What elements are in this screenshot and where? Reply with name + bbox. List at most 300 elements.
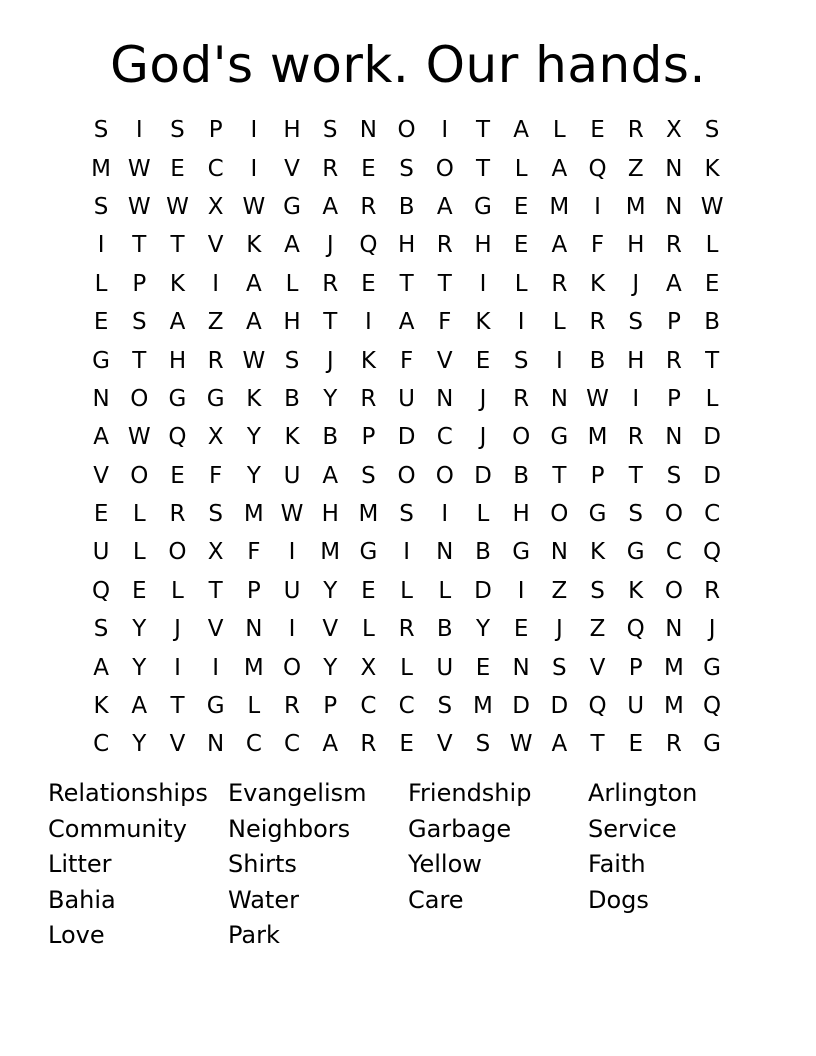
grid-letter[interactable]: T [170, 693, 185, 720]
grid-letter[interactable]: M [473, 693, 493, 720]
grid-letter[interactable]: N [665, 616, 683, 643]
grid-letter[interactable]: T [399, 270, 414, 297]
grid-letter[interactable]: I [517, 577, 525, 604]
grid-letter[interactable]: I [97, 232, 105, 259]
grid-letter[interactable]: S [322, 117, 338, 144]
grid-letter[interactable]: K [360, 347, 376, 374]
grid-letter[interactable]: H [168, 347, 187, 374]
grid-letter[interactable]: O [664, 577, 683, 604]
grid-letter[interactable]: C [207, 155, 224, 182]
grid-letter[interactable]: X [207, 193, 224, 220]
grid-letter[interactable]: N [207, 731, 225, 758]
grid-letter[interactable]: A [666, 270, 682, 297]
grid-letter[interactable]: V [322, 616, 339, 643]
grid-row [82, 226, 732, 264]
grid-letter[interactable]: Y [132, 731, 147, 758]
grid-letter[interactable]: H [283, 117, 301, 144]
grid-letter[interactable]: T [132, 347, 147, 374]
grid-letter[interactable]: G [703, 654, 721, 681]
grid-letter[interactable]: M [358, 501, 379, 528]
grid-letter[interactable]: S [666, 462, 682, 489]
grid-letter[interactable]: N [512, 654, 530, 681]
grid-letter[interactable]: J [555, 616, 563, 643]
grid-letter[interactable]: P [246, 577, 261, 604]
grid-letter[interactable]: M [587, 424, 608, 451]
grid-letter[interactable]: S [284, 347, 300, 374]
grid-letter[interactable]: N [359, 117, 378, 144]
grid-letter[interactable]: E [399, 731, 414, 758]
grid-letter[interactable]: R [627, 424, 644, 451]
grid-letter[interactable]: M [320, 539, 341, 566]
grid-letter[interactable]: V [93, 462, 109, 489]
grid-letter[interactable]: O [397, 462, 416, 489]
grid-letter[interactable]: L [132, 539, 146, 566]
grid-letter[interactable]: S [704, 117, 720, 144]
grid-letter[interactable]: Q [359, 232, 378, 259]
grid-letter[interactable]: R [665, 232, 682, 259]
grid-letter[interactable]: T [475, 117, 490, 144]
grid-letter[interactable]: H [321, 501, 339, 528]
grid-letter[interactable]: I [212, 270, 220, 297]
grid-letter[interactable]: T [323, 309, 338, 336]
grid-letter[interactable]: M [549, 193, 570, 220]
grid-letter[interactable]: V [589, 654, 606, 681]
grid-letter[interactable]: L [514, 155, 528, 182]
grid-letter[interactable]: D [397, 424, 416, 451]
grid-letter[interactable]: Z [627, 155, 644, 182]
grid-letter[interactable]: J [479, 424, 487, 451]
grid-letter[interactable]: A [245, 309, 262, 336]
grid-letter[interactable]: Y [323, 654, 338, 681]
grid-letter[interactable]: V [436, 731, 453, 758]
grid-letter[interactable]: N [436, 385, 454, 412]
grid-letter[interactable]: E [475, 347, 491, 374]
grid-letter[interactable]: N [665, 424, 683, 451]
grid-letter[interactable]: A [93, 424, 109, 451]
grid-letter[interactable]: I [441, 501, 449, 528]
grid-letter[interactable]: L [705, 385, 719, 412]
grid-letter[interactable]: V [169, 731, 186, 758]
grid-row [82, 265, 732, 303]
grid-letter[interactable]: S [513, 347, 529, 374]
grid-letter[interactable]: Y [132, 616, 147, 643]
grid-letter[interactable]: P [666, 309, 681, 336]
grid-letter[interactable]: T [552, 462, 567, 489]
grid-letter[interactable]: W [242, 347, 266, 374]
grid-letter[interactable]: G [703, 731, 721, 758]
grid-letter[interactable]: I [365, 309, 372, 336]
grid-letter[interactable]: H [283, 309, 301, 336]
grid-letter[interactable]: Z [589, 616, 606, 643]
grid-letter[interactable]: L [400, 577, 413, 604]
grid-letter[interactable]: M [663, 693, 684, 720]
grid-letter[interactable]: P [132, 270, 147, 297]
grid-letter[interactable]: C [284, 731, 301, 758]
grid-letter[interactable]: U [436, 654, 454, 681]
grid-letter[interactable]: E [93, 501, 109, 528]
grid-letter[interactable]: S [475, 731, 491, 758]
grid-letter[interactable]: E [361, 577, 376, 604]
grid-letter[interactable]: P [323, 693, 338, 720]
grid-letter[interactable]: L [400, 654, 413, 681]
grid-letter[interactable]: Z [207, 309, 224, 336]
grid-letter[interactable]: S [399, 155, 414, 182]
grid-letter[interactable]: H [512, 501, 530, 528]
grid-letter[interactable]: F [209, 462, 223, 489]
grid-letter[interactable]: R [627, 117, 644, 144]
grid-letter[interactable]: E [513, 616, 529, 643]
word-list-item: Neighbors [228, 814, 351, 843]
grid-letter[interactable]: B [589, 347, 606, 374]
grid-letter[interactable]: G [359, 539, 378, 566]
grid-letter[interactable]: R [322, 155, 339, 182]
grid-letter[interactable]: H [627, 347, 645, 374]
grid-letter[interactable]: N [665, 193, 683, 220]
grid-letter[interactable]: E [704, 270, 720, 297]
grid-letter[interactable]: X [207, 539, 224, 566]
grid-letter[interactable]: T [705, 347, 720, 374]
grid-letter[interactable]: Q [703, 693, 722, 720]
grid-letter[interactable]: R [360, 731, 377, 758]
grid-letter[interactable]: D [474, 577, 492, 604]
grid-letter[interactable]: L [552, 117, 566, 144]
grid-letter[interactable]: K [246, 232, 262, 259]
grid-letter[interactable]: S [590, 577, 605, 604]
grid-letter[interactable]: X [666, 117, 682, 144]
grid-letter[interactable]: S [170, 117, 185, 144]
grid-letter[interactable]: O [512, 424, 531, 451]
grid-letter[interactable]: L [476, 501, 490, 528]
grid-letter[interactable]: G [474, 193, 492, 220]
grid-letter[interactable]: W [280, 501, 304, 528]
grid-letter[interactable]: I [517, 309, 525, 336]
grid-letter[interactable]: I [250, 117, 258, 144]
grid-letter[interactable]: U [398, 385, 416, 412]
grid-letter[interactable]: Q [626, 616, 645, 643]
grid-letter[interactable]: O [435, 462, 454, 489]
grid-letter[interactable]: N [92, 385, 110, 412]
grid-letter[interactable]: I [479, 270, 487, 297]
grid-letter[interactable]: L [705, 232, 719, 259]
grid-letter[interactable]: X [207, 424, 224, 451]
grid-letter[interactable]: Q [588, 693, 607, 720]
grid-row [82, 341, 732, 379]
grid-letter[interactable]: G [626, 539, 645, 566]
grid-letter[interactable]: O [130, 385, 149, 412]
grid-letter[interactable]: S [361, 462, 376, 489]
grid-letter[interactable]: D [550, 693, 569, 720]
grid-letter[interactable]: S [552, 654, 567, 681]
grid-letter[interactable]: A [284, 232, 300, 259]
grid-letter[interactable]: G [550, 424, 569, 451]
grid-letter[interactable]: K [93, 693, 109, 720]
grid-letter[interactable]: B [436, 616, 453, 643]
grid-letter[interactable]: G [206, 385, 225, 412]
grid-letter[interactable]: K [589, 539, 606, 566]
grid-letter[interactable]: Y [246, 424, 261, 451]
grid-letter[interactable]: F [438, 309, 452, 336]
grid-letter[interactable]: U [92, 539, 110, 566]
grid-letter[interactable]: C [245, 731, 262, 758]
grid-letter[interactable]: P [590, 462, 605, 489]
grid-letter[interactable]: I [212, 654, 220, 681]
word-list-item: Friendship [408, 779, 532, 807]
grid-letter[interactable]: B [322, 424, 339, 451]
grid-row [82, 418, 732, 456]
grid-letter[interactable]: N [436, 539, 454, 566]
grid-letter[interactable]: C [436, 424, 453, 451]
grid-letter[interactable]: A [513, 117, 530, 144]
word-list-item: Shirts [228, 850, 297, 879]
grid-letter[interactable]: S [93, 117, 109, 144]
grid-letter[interactable]: A [131, 693, 148, 720]
grid-letter[interactable]: I [288, 616, 296, 643]
grid-letter[interactable]: R [513, 385, 530, 412]
grid-letter[interactable]: Z [551, 577, 568, 604]
grid-letter[interactable]: H [627, 232, 645, 259]
grid-letter[interactable]: I [135, 117, 143, 144]
grid-letter[interactable]: A [551, 731, 568, 758]
grid-letter[interactable]: S [628, 501, 644, 528]
grid-letter[interactable]: S [208, 501, 223, 528]
grid-letter[interactable]: K [284, 424, 300, 451]
grid-letter[interactable]: P [361, 424, 376, 451]
grid-letter[interactable]: R [665, 347, 682, 374]
grid-letter[interactable]: E [170, 155, 185, 182]
grid-letter[interactable]: A [93, 654, 109, 681]
grid-letter[interactable]: E [361, 155, 376, 182]
grid-letter[interactable]: O [168, 539, 187, 566]
grid-letter[interactable]: L [361, 616, 375, 643]
grid-letter[interactable]: L [552, 309, 566, 336]
grid-letter[interactable]: O [397, 117, 416, 144]
grid-letter[interactable]: B [513, 462, 530, 489]
grid-letter[interactable]: V [207, 616, 224, 643]
grid-row [82, 149, 732, 187]
grid-letter[interactable]: T [590, 731, 605, 758]
grid-letter[interactable]: Q [92, 577, 111, 604]
grid-letter[interactable]: Y [475, 616, 490, 643]
grid-letter[interactable]: Q [703, 539, 722, 566]
grid-letter[interactable]: A [551, 155, 568, 182]
grid-letter[interactable]: A [322, 193, 339, 220]
grid-letter[interactable]: W [509, 731, 533, 758]
grid-letter[interactable]: H [397, 232, 416, 259]
word-list-item: Bahia [48, 885, 116, 914]
grid-letter[interactable]: W [127, 424, 151, 451]
grid-letter[interactable]: G [206, 693, 225, 720]
grid-letter[interactable]: O [664, 501, 683, 528]
grid-letter[interactable]: I [288, 539, 296, 566]
grid-letter[interactable]: K [704, 155, 720, 182]
grid-letter[interactable]: D [474, 462, 492, 489]
grid-letter[interactable]: A [245, 270, 262, 297]
grid-letter[interactable]: T [132, 232, 147, 259]
grid-letter[interactable]: S [628, 309, 644, 336]
grid-letter[interactable]: M [243, 654, 264, 681]
grid-letter[interactable]: J [708, 616, 716, 643]
grid-letter[interactable]: E [132, 577, 147, 604]
grid-letter[interactable]: T [208, 577, 223, 604]
grid-letter[interactable]: R [169, 501, 186, 528]
grid-letter[interactable]: O [435, 155, 454, 182]
grid-letter[interactable]: N [550, 539, 568, 566]
grid-letter[interactable]: S [93, 193, 109, 220]
grid-letter[interactable]: L [171, 577, 184, 604]
grid-letter[interactable]: L [285, 270, 299, 297]
grid-letter[interactable]: I [555, 347, 563, 374]
grid-letter[interactable]: V [284, 155, 300, 182]
grid-letter[interactable]: D [703, 424, 721, 451]
grid-letter[interactable]: G [92, 347, 110, 374]
grid-letter[interactable]: K [246, 385, 262, 412]
grid-letter[interactable]: O [550, 501, 569, 528]
grid-letter[interactable]: B [398, 193, 415, 220]
grid-letter[interactable]: Y [246, 462, 261, 489]
grid-letter[interactable]: N [245, 616, 263, 643]
grid-letter[interactable]: I [441, 117, 449, 144]
grid-letter[interactable]: U [627, 693, 645, 720]
grid-letter[interactable]: R [322, 270, 339, 297]
grid-letter[interactable]: R [665, 731, 682, 758]
grid-letter[interactable]: T [170, 232, 185, 259]
grid-letter[interactable]: B [475, 539, 491, 566]
grid-letter[interactable]: O [282, 654, 302, 681]
grid-letter[interactable]: H [474, 232, 492, 259]
grid-letter[interactable]: W [127, 193, 151, 220]
grid-letter[interactable]: R [589, 309, 606, 336]
grid-letter[interactable]: M [625, 193, 646, 220]
grid-letter[interactable]: L [132, 501, 146, 528]
grid-letter[interactable]: A [436, 193, 453, 220]
grid-letter[interactable]: W [586, 385, 609, 412]
grid-letter[interactable]: R [360, 385, 377, 412]
grid-letter[interactable]: X [360, 654, 377, 681]
grid-letter[interactable]: E [513, 232, 529, 259]
grid-letter[interactable]: N [550, 385, 568, 412]
grid-letter[interactable]: Y [323, 385, 338, 412]
grid-letter[interactable]: K [628, 577, 644, 604]
grid-letter[interactable]: L [247, 693, 261, 720]
grid-letter[interactable]: B [284, 385, 300, 412]
grid-letter[interactable]: O [130, 462, 149, 489]
grid-letter[interactable]: A [322, 731, 339, 758]
grid-letter[interactable]: R [207, 347, 224, 374]
grid-letter[interactable]: S [437, 693, 453, 720]
grid-letter[interactable]: V [436, 347, 453, 374]
grid-letter[interactable]: S [131, 309, 147, 336]
grid-letter[interactable]: I [403, 539, 410, 566]
grid-letter[interactable]: J [326, 232, 334, 259]
grid-letter[interactable]: R [551, 270, 568, 297]
grid-row [82, 111, 732, 149]
grid-letter[interactable]: T [437, 270, 452, 297]
grid-letter[interactable]: R [360, 193, 377, 220]
grid-letter[interactable]: Q [168, 424, 187, 451]
grid-letter[interactable]: T [475, 155, 490, 182]
grid-letter[interactable]: J [632, 270, 640, 297]
grid-letter[interactable]: R [436, 232, 453, 259]
grid-letter[interactable]: F [590, 232, 605, 259]
grid-letter[interactable]: M [663, 654, 684, 681]
grid-letter[interactable]: D [512, 693, 531, 720]
grid-letter[interactable]: W [127, 155, 151, 182]
grid-letter[interactable]: I [632, 385, 640, 412]
grid-letter[interactable]: D [703, 462, 721, 489]
grid-letter[interactable]: P [666, 385, 681, 412]
grid-letter[interactable]: R [398, 616, 415, 643]
grid-letter[interactable]: I [594, 193, 601, 220]
grid-letter[interactable]: W [242, 193, 266, 220]
grid-letter[interactable]: E [475, 654, 491, 681]
grid-letter[interactable]: E [170, 462, 185, 489]
grid-letter[interactable]: R [284, 693, 301, 720]
grid-letter[interactable]: W [700, 193, 724, 220]
grid-letter[interactable]: K [589, 270, 606, 297]
grid-letter[interactable]: A [398, 309, 415, 336]
grid-letter[interactable]: E [93, 309, 109, 336]
grid-letter[interactable]: P [208, 117, 223, 144]
grid-letter[interactable]: A [322, 462, 339, 489]
grid-letter[interactable]: V [207, 232, 224, 259]
grid-letter[interactable]: C [704, 501, 721, 528]
grid-letter[interactable]: N [665, 155, 683, 182]
grid-letter[interactable]: E [628, 731, 643, 758]
grid-letter[interactable]: I [174, 654, 181, 681]
grid-letter[interactable]: E [590, 117, 605, 144]
grid-letter[interactable]: F [247, 539, 261, 566]
grid-letter[interactable]: C [360, 693, 377, 720]
word-list-item: Litter [48, 850, 112, 879]
grid-letter[interactable]: G [588, 501, 607, 528]
grid-letter[interactable]: E [361, 270, 376, 297]
grid-letter[interactable]: U [283, 577, 301, 604]
grid-letter[interactable]: K [169, 270, 186, 297]
grid-letter[interactable]: Y [323, 577, 338, 604]
grid-letter[interactable]: W [166, 193, 189, 220]
grid-letter[interactable]: C [665, 539, 682, 566]
grid-letter[interactable]: T [628, 462, 643, 489]
grid-letter[interactable]: A [169, 309, 186, 336]
grid-letter[interactable]: E [513, 193, 529, 220]
grid-letter[interactable]: M [91, 155, 112, 182]
grid-letter[interactable]: C [398, 693, 415, 720]
grid-letter[interactable]: S [399, 501, 414, 528]
grid-letter[interactable]: S [93, 616, 109, 643]
grid-letter[interactable]: C [93, 731, 110, 758]
grid-letter[interactable]: P [628, 654, 643, 681]
grid-letter[interactable]: G [168, 385, 187, 412]
grid-letter[interactable]: M [243, 501, 264, 528]
grid-letter[interactable]: B [704, 309, 720, 336]
grid-letter[interactable]: U [283, 462, 301, 489]
grid-letter[interactable]: I [250, 155, 258, 182]
grid-letter[interactable]: G [512, 539, 531, 566]
grid-letter[interactable]: R [704, 577, 721, 604]
grid-letter[interactable]: K [475, 309, 491, 336]
grid-letter[interactable]: A [551, 232, 568, 259]
grid-letter[interactable]: F [399, 347, 414, 374]
grid-letter[interactable]: G [283, 193, 301, 220]
grid-letter[interactable]: L [514, 270, 528, 297]
grid-letter[interactable]: J [326, 347, 334, 374]
grid-letter[interactable]: Q [588, 155, 607, 182]
grid-letter[interactable]: L [438, 577, 452, 604]
grid-letter[interactable]: L [94, 270, 108, 297]
grid-letter[interactable]: J [174, 616, 181, 643]
grid-letter[interactable]: Y [132, 654, 147, 681]
grid-letter[interactable]: J [479, 385, 487, 412]
